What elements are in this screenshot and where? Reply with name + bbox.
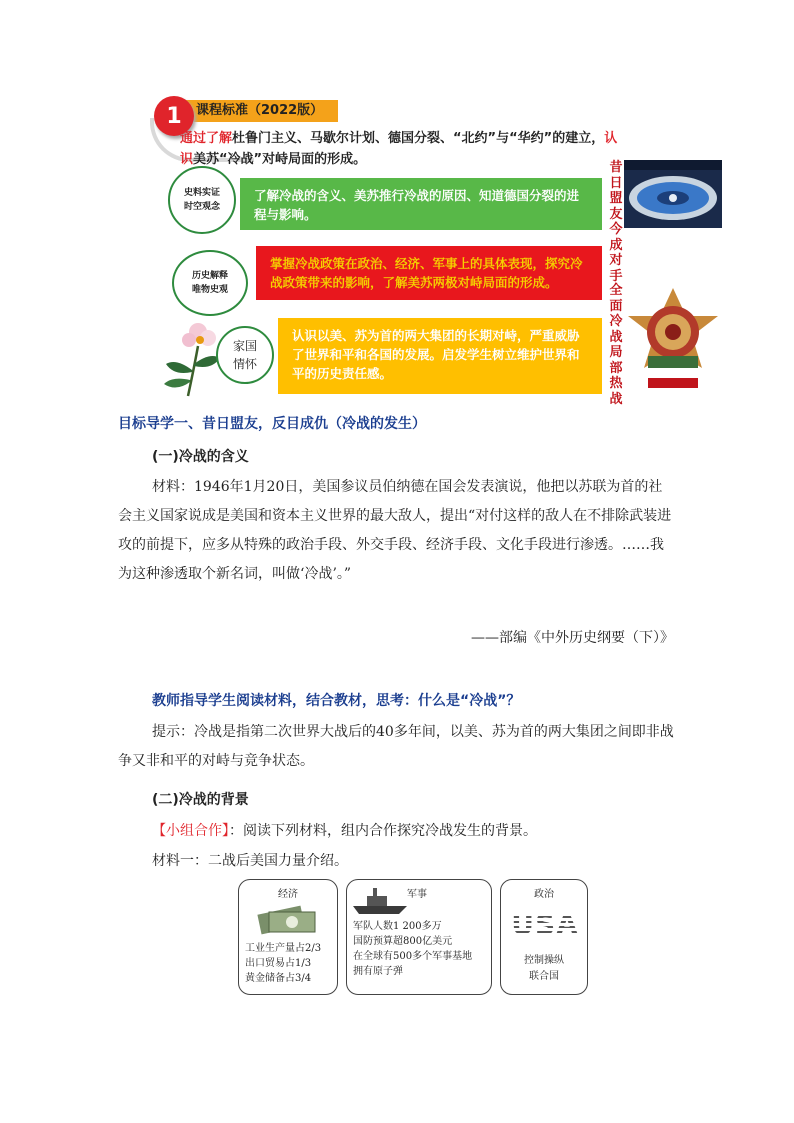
money-icon (257, 902, 319, 936)
conference-photo (624, 160, 722, 228)
hint-paragraph: 提示：冷战是指第二次世界大战后的40多年间，以美、苏为首的两大集团之间即非战争又非和平的对峙与竞争状态。 (118, 724, 674, 769)
military-card-title: 军事 (407, 889, 427, 900)
teacher-question: 教师指导学生阅读材料，结合教材，思考：什么是“冷战”？ (152, 693, 521, 709)
economy-card-title: 经济 (278, 889, 298, 900)
economy-line-3: 黄金储备占3/4 (245, 973, 312, 984)
politics-card-title: 政治 (534, 889, 554, 900)
politics-line-2: 联合国 (529, 971, 559, 982)
military-card (346, 879, 492, 995)
flower-icon (164, 323, 220, 396)
military-line-4: 拥有原子弹 (353, 966, 403, 977)
literacy-box-1: 了解冷战的含义、美苏推行冷战的原因、知道德国分裂的进程与影响。 (240, 178, 602, 230)
group-work-line (152, 820, 537, 840)
subsection-title-2: (二)冷战的背景 (152, 792, 249, 808)
literacy-circle-1: 史料实证 时空观念 (168, 166, 236, 234)
side-label-top: 昔日盟友今成对手 (609, 160, 623, 284)
curriculum-standard-text (180, 128, 620, 170)
standard-part-2: 杜鲁门主义、马歇尔计划、德国分裂、“北约”与“华约”的建立， (232, 131, 605, 146)
section-title: 目标导学一、昔日盟友，反目成仇（冷战的发生） (118, 416, 426, 432)
military-line-2: 国防预算超800亿美元 (353, 936, 453, 947)
material-paragraph: 材料：1946年1月20日，美国参议员伯纳德在国会发表演说，他把以苏联为首的社会主义国家说成是美国和资本主义世界的最大敌人，提出“对付这样的敌人在不排除武装进攻的前提下，应多从特殊的政治手段、外交手段、经济手段、文化手段进行渗透。……我为这种渗透取个新名词，叫做‘冷战’。” (118, 479, 672, 582)
banner-number-badge: 1 (154, 96, 194, 136)
group-work-text: ：阅读下列材料，组内合作探究冷战发生的背景。 (229, 823, 537, 839)
warship-icon (351, 884, 409, 918)
economy-line-2: 出口贸易占1/3 (245, 958, 312, 969)
material-one-line: 材料一：二战后美国力量介绍。 (152, 853, 348, 869)
economy-card (238, 879, 338, 995)
military-line-3: 在全球有500多个军事基地 (353, 951, 473, 962)
standard-part-4: 美苏“冷战”对峙局面的形成。 (193, 152, 367, 167)
economy-line-1: 工业生产量占2/3 (245, 943, 322, 954)
literacy-box-3: 认识以美、苏为首的两大集团的长期对峙，严重威胁了世界和平和各国的发展。启发学生树立维护世界和平的历史责任感。 (278, 318, 602, 394)
politics-line-1: 控制操纵 (524, 955, 564, 966)
politics-card (500, 879, 588, 995)
group-work-tag: 【小组合作】 (152, 823, 229, 839)
subsection-title-1: (一)冷战的含义 (152, 449, 249, 465)
banner-title: 课程标准（2022版） (180, 100, 338, 122)
military-line-1: 军队人数1 200多万 (353, 921, 442, 932)
standard-keyword-2: 认识 (180, 131, 618, 167)
medal-image (626, 286, 720, 392)
literacy-circle-3: 家国 情怀 (216, 326, 274, 384)
standard-keyword-1: 通过了解 (180, 131, 233, 146)
side-label-bottom: 全面冷战局部热战 (609, 283, 623, 407)
material-source: ——部编《中外历史纲要（下）》 (471, 630, 674, 646)
literacy-box-2: 掌握冷战政策在政治、经济、军事上的具体表现，探究冷战政策带来的影响，了解美苏两极对峙局面的形成。 (256, 246, 602, 300)
usa-logo: USA (509, 908, 581, 941)
literacy-circle-2: 历史解释 唯物史观 (172, 250, 248, 316)
